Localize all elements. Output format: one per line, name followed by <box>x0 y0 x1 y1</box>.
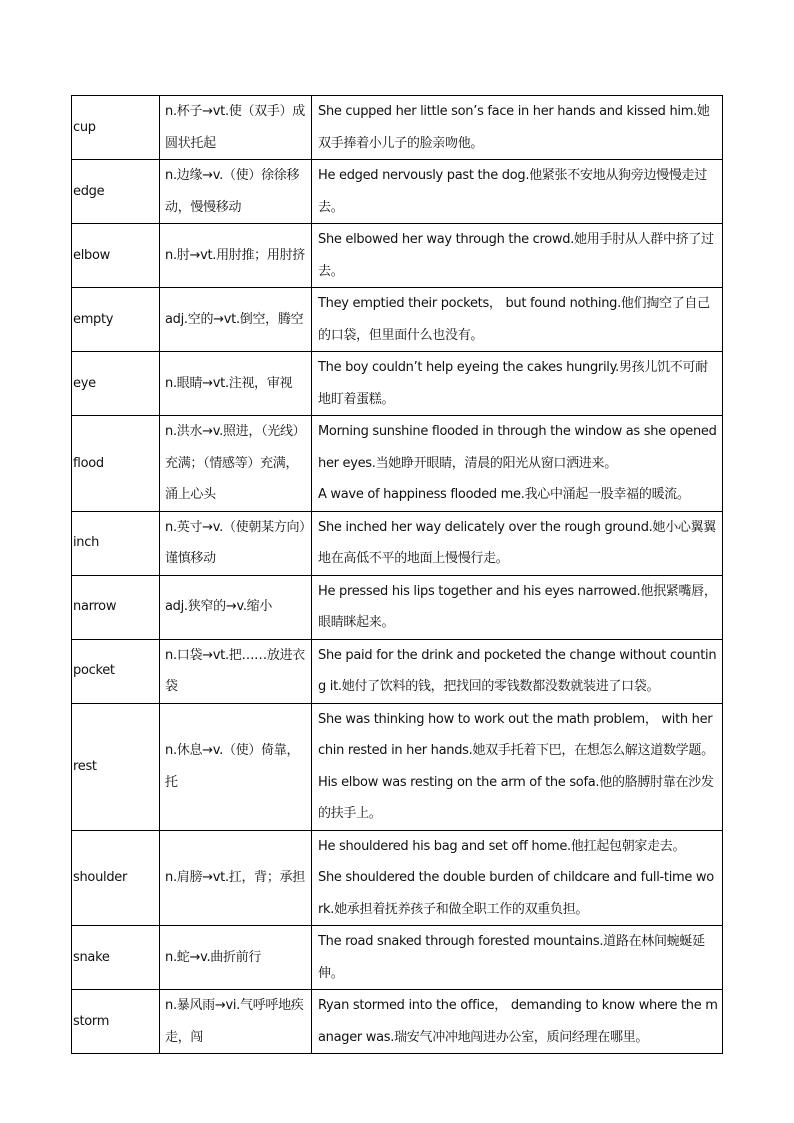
table-row <box>72 160 723 224</box>
example-sentence: He pressed his lips together and his eyes narrowed.他抿紧嘴唇，眼睛眯起来。 <box>318 583 717 630</box>
example-sentence: She was thinking how to work out the math problem， with her chin rested in her hands.她双手托着下巴，在想怎么解这道数学题。 <box>318 711 714 758</box>
table-row <box>72 990 723 1054</box>
meaning-cell: n.口袋→vt.把……放进衣袋 <box>160 639 312 703</box>
word-cell: inch <box>72 511 160 575</box>
word-cell: shoulder <box>72 830 160 926</box>
vocabulary-table <box>71 95 723 1054</box>
meaning-cell: n.肘→vt.用肘推；用肘挤 <box>160 224 312 288</box>
meaning-cell: n.暴风雨→vi.气呼呼地疾走，闯 <box>160 990 312 1054</box>
word-cell: pocket <box>72 639 160 703</box>
table-row <box>72 352 723 416</box>
example-sentence: She elbowed her way through the crowd.她用手肘从人群中挤了过去。 <box>318 232 714 279</box>
example-sentence: A wave of happiness flooded me.我心中涌起一股幸福的暖流。 <box>318 487 690 502</box>
table-row <box>72 703 723 830</box>
table-row <box>72 416 723 512</box>
example-sentence: His elbow was resting on the arm of the sofa.他的胳膊肘靠在沙发的扶手上。 <box>318 774 714 821</box>
example-cell <box>312 703 723 830</box>
table-row <box>72 288 723 352</box>
table-row <box>72 575 723 639</box>
example-sentence: She inched her way delicately over the rough ground.她小心翼翼地在高低不平的地面上慢慢行走。 <box>318 519 716 566</box>
example-cell <box>312 96 723 160</box>
word-cell: snake <box>72 926 160 990</box>
meaning-cell: n.蛇→v.曲折前行 <box>160 926 312 990</box>
meaning-cell: adj.空的→vt.倒空，腾空 <box>160 288 312 352</box>
example-sentence: He shouldered his bag and set off home.他扛起包朝家走去。 <box>318 838 686 854</box>
example-sentence: He edged nervously past the dog.他紧张不安地从狗旁边慢慢走过去。 <box>318 168 707 215</box>
example-sentence: The road snaked through forested mountains.道路在林间蜿蜒延伸。 <box>318 934 705 981</box>
table-row <box>72 96 723 160</box>
meaning-cell: adj.狭窄的→v.缩小 <box>160 575 312 639</box>
meaning-cell: n.杯子→vt.使（双手）成圆状托起 <box>160 96 312 160</box>
meaning-cell: n.英寸→v.（使朝某方向）谨慎移动 <box>160 511 312 575</box>
example-cell <box>312 224 723 288</box>
word-cell: elbow <box>72 224 160 288</box>
example-sentence: She shouldered the double burden of childcare and full-time work.她承担着抚养孩子和做全职工作的双重负担。 <box>318 870 714 917</box>
vocabulary-table-body <box>72 96 723 1054</box>
word-cell: storm <box>72 990 160 1054</box>
table-row <box>72 224 723 288</box>
example-sentence: The boy couldn’t help eyeing the cakes hungrily.男孩儿饥不可耐地盯着蛋糕。 <box>318 360 708 407</box>
word-cell: cup <box>72 96 160 160</box>
word-cell: flood <box>72 416 160 512</box>
table-row <box>72 830 723 926</box>
example-sentence: Morning sunshine flooded in through the window as she opened her eyes.当她睁开眼睛，清晨的阳光从窗口洒进来。 <box>318 424 717 471</box>
example-cell <box>312 511 723 575</box>
example-cell <box>312 288 723 352</box>
example-sentence: She cupped her little son’s face in her hands and kissed him.她双手捧着小儿子的脸亲吻他。 <box>318 104 710 151</box>
word-cell: edge <box>72 160 160 224</box>
meaning-cell: n.边缘→v.（使）徐徐移动，慢慢移动 <box>160 160 312 224</box>
table-row <box>72 639 723 703</box>
meaning-cell: n.洪水→v.照进，（光线）充满；（情感等）充满，涌上心头 <box>160 416 312 512</box>
example-sentence: Ryan stormed into the office， demanding to know where the manager was.瑞安气冲冲地闯进办公室，质问经理在哪里。 <box>318 998 718 1045</box>
example-cell <box>312 830 723 926</box>
example-cell <box>312 160 723 224</box>
word-cell: empty <box>72 288 160 352</box>
word-cell: eye <box>72 352 160 416</box>
example-cell <box>312 639 723 703</box>
table-row <box>72 926 723 990</box>
meaning-cell: n.眼睛→vt.注视，审视 <box>160 352 312 416</box>
example-sentence: She paid for the drink and pocketed the change without counting it.她付了饮料的钱，把找回的零钱数都没数就装进了口袋。 <box>318 647 717 694</box>
example-cell <box>312 575 723 639</box>
meaning-cell: n.肩膀→vt.扛，背；承担 <box>160 830 312 926</box>
example-cell <box>312 352 723 416</box>
example-cell <box>312 926 723 990</box>
meaning-cell: n.休息→v.（使）倚靠，托 <box>160 703 312 830</box>
example-cell <box>312 990 723 1054</box>
table-row <box>72 511 723 575</box>
example-cell <box>312 416 723 512</box>
word-cell: narrow <box>72 575 160 639</box>
word-cell: rest <box>72 703 160 830</box>
example-sentence: They emptied their pockets， but found nothing.他们掏空了自己的口袋，但里面什么也没有。 <box>318 296 710 343</box>
